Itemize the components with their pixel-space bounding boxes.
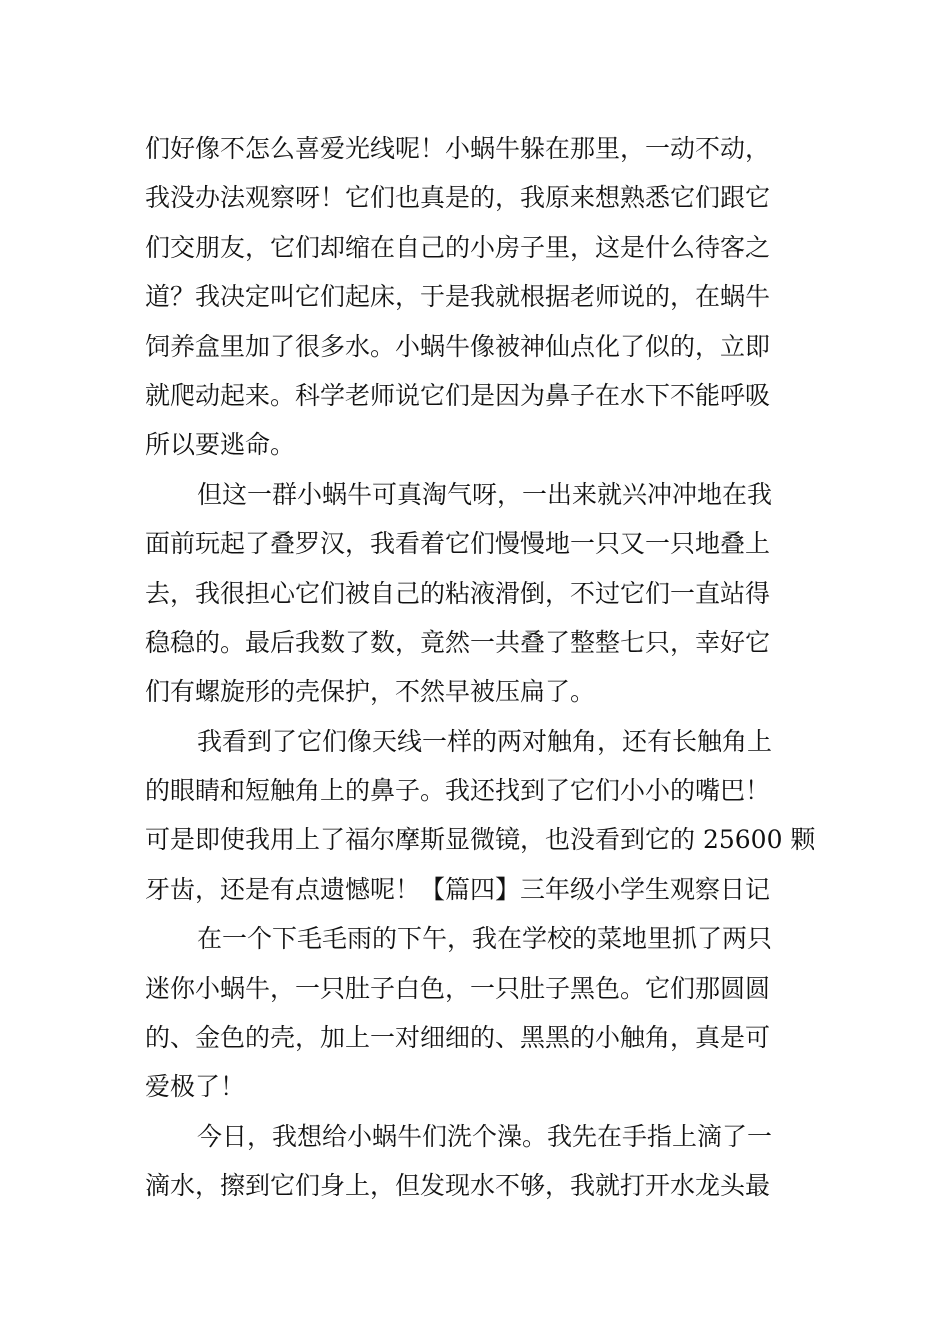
text-line: 牙齿，还是有点遗憾呢！【篇四】三年级小学生观察日记 bbox=[145, 874, 771, 904]
text-line: 们有螺旋形的壳保护，不然早被压扁了。 bbox=[145, 677, 596, 707]
text-line: 在一个下毛毛雨的下午，我在学校的菜地里抓了两只 bbox=[197, 924, 773, 954]
text-line: 但这一群小蜗牛可真淘气呀，一出来就兴冲冲地在我 bbox=[197, 479, 773, 509]
text-line: 可是即使我用上了福尔摩斯显微镜，也没看到它的 25600 颗 bbox=[145, 825, 815, 855]
text-line: 我没办法观察呀！它们也真是的，我原来想熟悉它们跟它 bbox=[145, 183, 771, 213]
text-line: 滴水，擦到它们身上，但发现水不够，我就打开水龙头最 bbox=[145, 1171, 771, 1201]
text-line: 们交朋友，它们却缩在自己的小房子里，这是什么待客之 bbox=[145, 232, 771, 262]
text-line: 的眼睛和短触角上的鼻子。我还找到了它们小小的嘴巴！ bbox=[145, 776, 771, 806]
text-line: 的、金色的壳，加上一对细细的、黑黑的小触角，真是可 bbox=[145, 1023, 771, 1053]
text-line: 所以要逃命。 bbox=[145, 430, 296, 460]
text-line: 爱极了！ bbox=[145, 1072, 246, 1102]
text-line: 今日，我想给小蜗牛们洗个澡。我先在手指上滴了一 bbox=[197, 1121, 773, 1151]
text-line: 就爬动起来。科学老师说它们是因为鼻子在水下不能呼吸 bbox=[145, 380, 771, 410]
text-line: 们好像不怎么喜爱光线呢！小蜗牛躲在那里，一动不动， bbox=[145, 134, 771, 163]
document-body bbox=[145, 124, 815, 1211]
text-line: 迷你小蜗牛，一只肚子白色，一只肚子黑色。它们那圆圆 bbox=[145, 973, 771, 1003]
text-line: 我看到了它们像天线一样的两对触角，还有长触角上 bbox=[197, 726, 773, 756]
text-line: 面前玩起了叠罗汉，我看着它们慢慢地一只又一只地叠上 bbox=[145, 529, 771, 559]
text-line: 稳稳的。最后我数了数，竟然一共叠了整整七只，幸好它 bbox=[145, 627, 771, 657]
text-line: 道？我决定叫它们起床，于是我就根据老师说的，在蜗牛 bbox=[145, 282, 771, 312]
text-line: 去，我很担心它们被自己的粘液滑倒，不过它们一直站得 bbox=[145, 578, 771, 608]
text-line: 饲养盒里加了很多水。小蜗牛像被神仙点化了似的，立即 bbox=[145, 331, 771, 361]
